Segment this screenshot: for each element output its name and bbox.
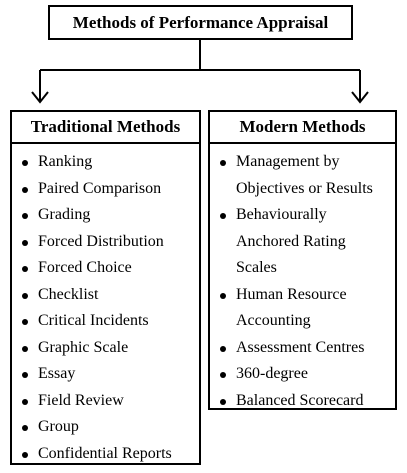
list-item: Ranking — [12, 149, 199, 176]
modern-methods-heading: Modern Methods — [210, 112, 395, 144]
traditional-methods-box — [10, 110, 201, 465]
list-item: Critical Incidents — [12, 308, 199, 335]
right-arrowhead-icon — [352, 92, 368, 102]
list-item: Group — [12, 414, 199, 441]
list-item: 360-degree — [210, 361, 395, 388]
list-item: Field Review — [12, 388, 199, 415]
diagram-title-box — [48, 5, 353, 40]
list-item: Confidential Reports — [12, 441, 199, 468]
list-item: Balanced Scorecard — [210, 388, 395, 415]
list-item: Human Resource Accounting — [210, 282, 395, 335]
modern-methods-box — [208, 110, 397, 410]
list-item: Checklist — [12, 282, 199, 309]
diagram-title: Methods of Performance Appraisal — [72, 12, 329, 32]
list-item: Grading — [12, 202, 199, 229]
left-arrowhead-icon — [32, 92, 48, 102]
list-item: Management by Objectives or Results — [210, 149, 395, 202]
list-item: Essay — [12, 361, 199, 388]
list-item: Forced Choice — [12, 255, 199, 282]
list-item: Behaviourally Anchored Rating Scales — [210, 202, 395, 282]
list-item: Paired Comparison — [12, 176, 199, 203]
traditional-methods-list — [12, 144, 199, 467]
list-item: Forced Distribution — [12, 229, 199, 256]
traditional-methods-heading: Traditional Methods — [12, 112, 199, 144]
modern-methods-list — [210, 144, 395, 414]
list-item: Graphic Scale — [12, 335, 199, 362]
list-item: Assessment Centres — [210, 335, 395, 362]
